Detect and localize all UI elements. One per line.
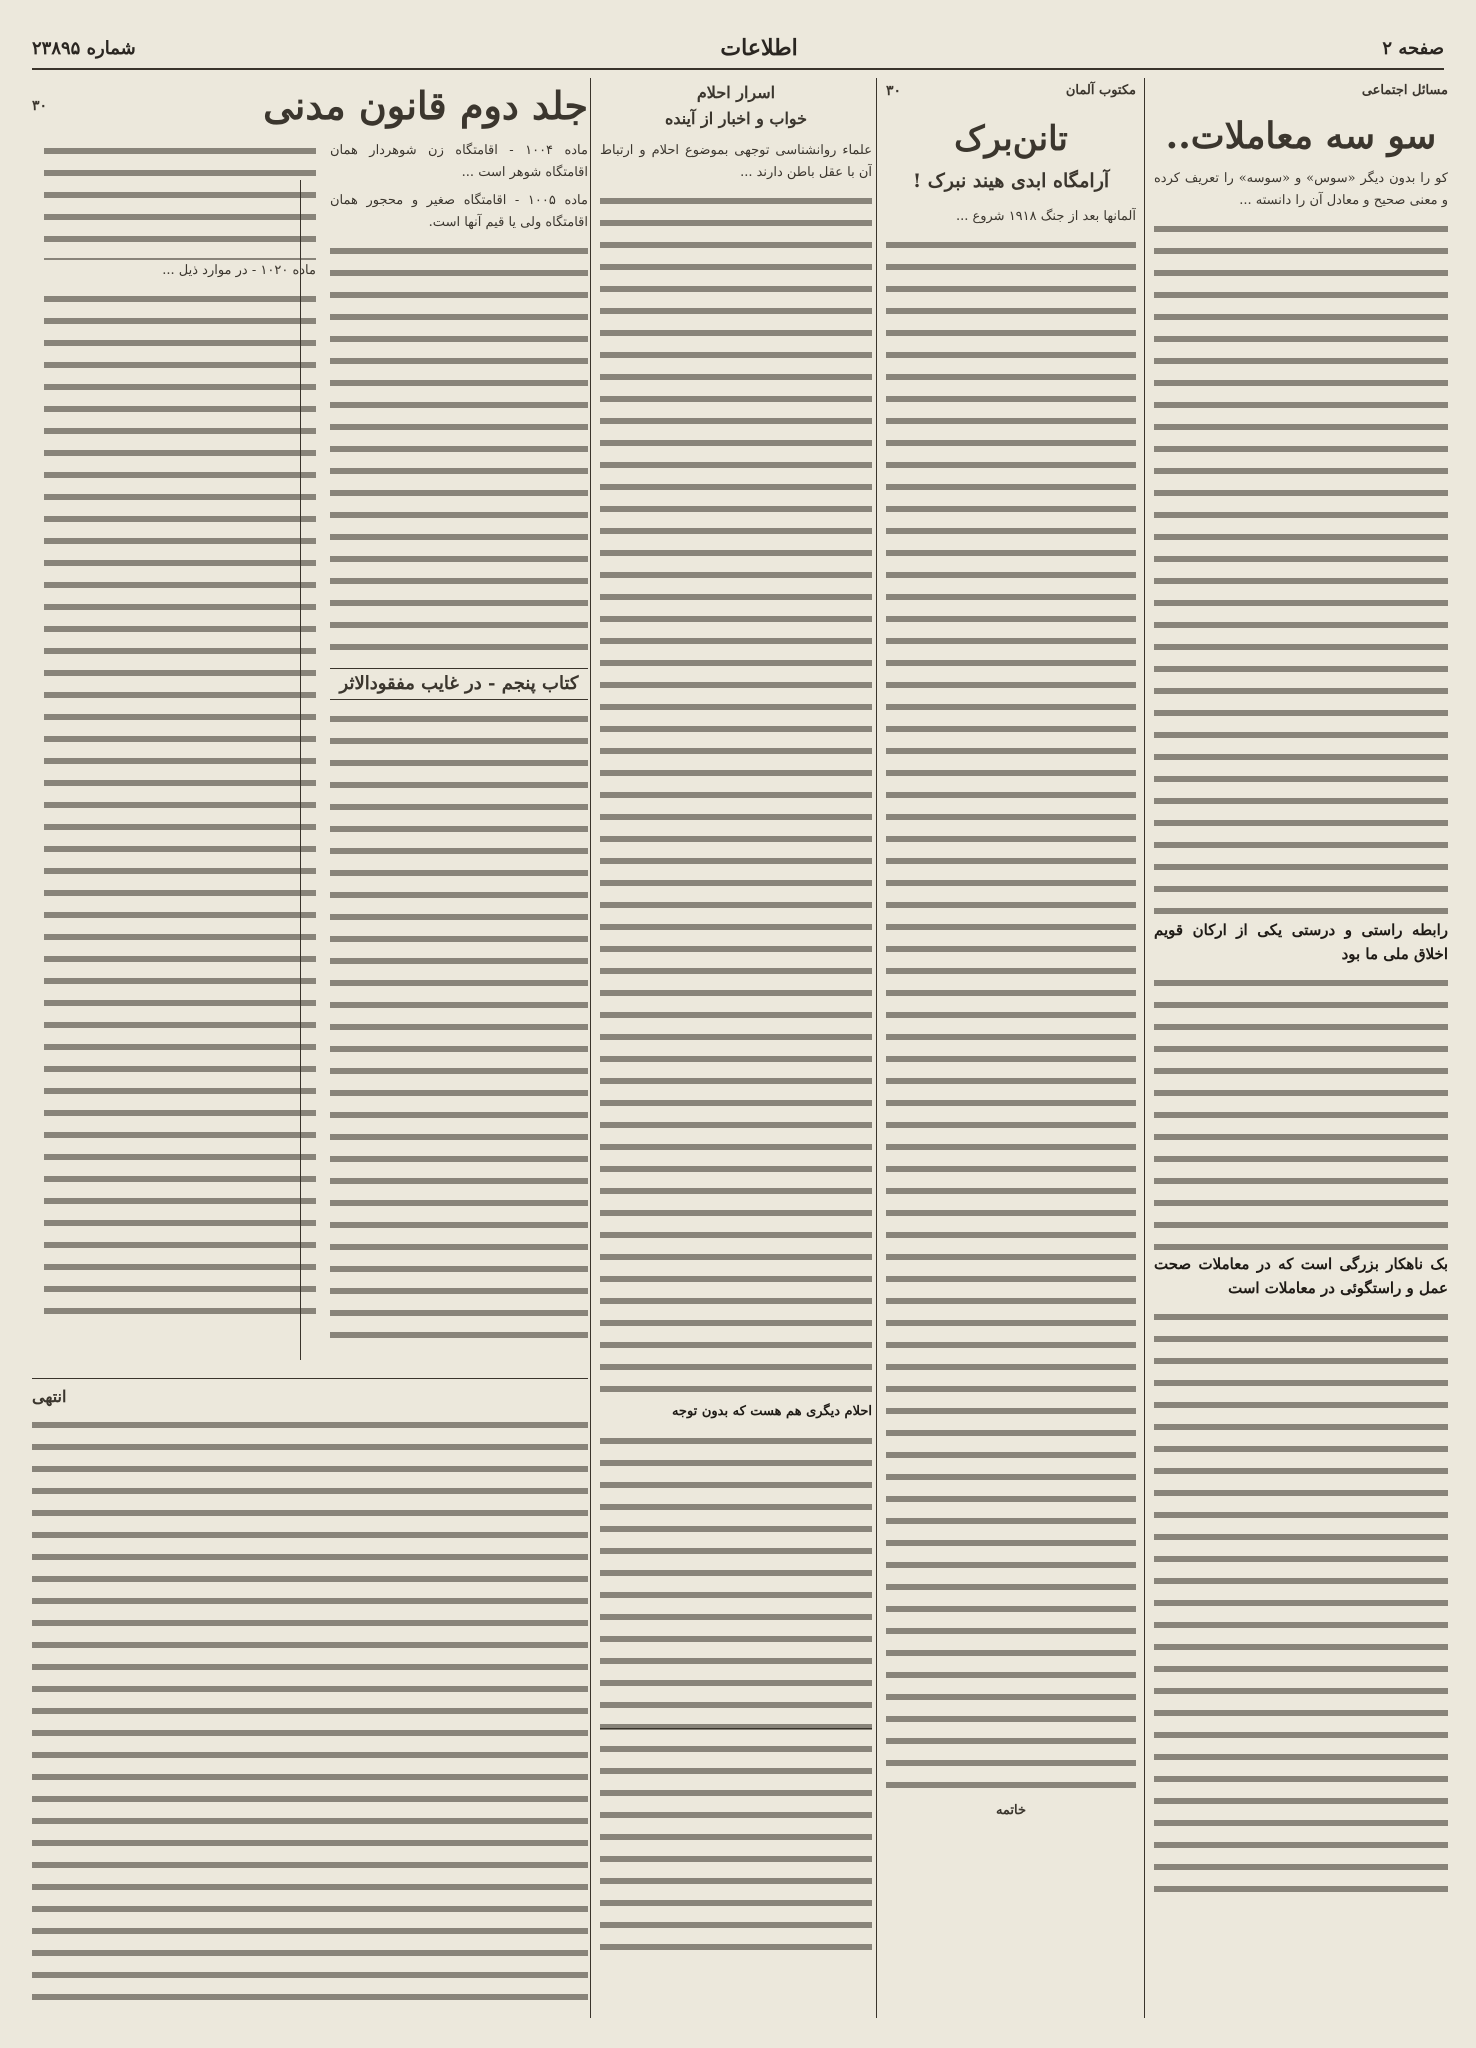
article-title: خواب و اخبار از آینده xyxy=(664,109,808,128)
section-heading: کتاب پنجم - در غایب مفقودالاثر xyxy=(330,668,588,700)
page-label: صفحه ۲ xyxy=(1382,37,1444,59)
column-number: ۳۰ xyxy=(886,83,902,99)
law-subcolumn-right xyxy=(330,140,588,1380)
column-letter-germany xyxy=(886,80,1136,2020)
law-article: ماده ۱۰۰۵ - اقامتگاه صغیر و محجور همان اقامتگاه ولی یا قیم آنها است. xyxy=(330,193,588,230)
column-civil-law xyxy=(32,80,588,2020)
law-article: ماده ۱۰۰۴ - اقامتگاه زن شوهردار همان اقامتگاه شوهر است ... xyxy=(330,143,588,180)
column-divider xyxy=(876,78,877,2018)
article-title: تانن‌برک xyxy=(954,119,1068,159)
newspaper-name: اطلاعات xyxy=(720,35,798,61)
article-subtitle: آرامگاه ابدی هیند نبرک ! xyxy=(912,170,1110,192)
column-divider xyxy=(590,78,591,2018)
column-header-row xyxy=(886,80,1136,102)
bold-passage: رابطه راستی و درستی یکی از ارکان قویم اخلاق ملی ما بود xyxy=(1154,921,1448,963)
article-kicker: مکتوب آلمان xyxy=(1065,83,1136,98)
article-body-text xyxy=(1154,1306,1448,1906)
law-body-text xyxy=(330,240,588,660)
article-lead: علماء روانشناسی توجهی بموضوع احلام و ارتباط آن با عقل باطن دارند ... xyxy=(600,143,872,180)
end-mark: انتهی xyxy=(32,1387,67,1406)
article-body-text xyxy=(1154,972,1448,1252)
masthead xyxy=(32,28,1444,70)
bold-passage: بک ناهکار بزرگی است که در معاملات صحت عمل و راستگوئی در معاملات است xyxy=(1154,1255,1448,1297)
column-divider xyxy=(1144,78,1145,2018)
article-footer: خاتمه xyxy=(995,1803,1027,1818)
article-lead: کو را بدون دیگر «سوس» و «سوسه» را تعریف کرده و معنی صحیح و معادل آن را دانسته ... xyxy=(1154,171,1448,208)
continued-text xyxy=(32,1414,588,2004)
law-body-text xyxy=(44,288,316,1328)
article-body-text xyxy=(600,190,872,1400)
law-body-text xyxy=(330,708,588,1348)
law-article: ماده ۱۰۲۰ - در موارد ذیل ... xyxy=(162,263,316,278)
article-title: سو سه معاملات.. xyxy=(1165,115,1437,157)
article-body-text xyxy=(600,1430,872,1950)
law-subcolumn-left xyxy=(44,140,316,1380)
article-body-text xyxy=(886,234,1136,1794)
article-kicker: مسائل اجتماعی xyxy=(1361,83,1448,98)
article-kicker: اسرار احلام xyxy=(696,83,776,102)
issue-number: شماره ۲۳۸۹۵ xyxy=(32,37,136,59)
column-social-issues xyxy=(1154,80,1448,2020)
law-header-row xyxy=(32,80,588,132)
column-dream-secrets xyxy=(600,80,872,2020)
article-lead: آلمانها بعد از جنگ ۱۹۱۸ شروع ... xyxy=(955,209,1136,224)
article-title: جلد دوم قانون مدنی xyxy=(263,83,588,128)
section-lead: احلام دیگری هم هست که بدون توجه xyxy=(671,1404,872,1419)
article-body-text xyxy=(1154,218,1448,918)
law-body-text xyxy=(44,140,316,260)
law-columns xyxy=(32,140,588,1380)
column-number: ۳۰ xyxy=(32,98,48,114)
